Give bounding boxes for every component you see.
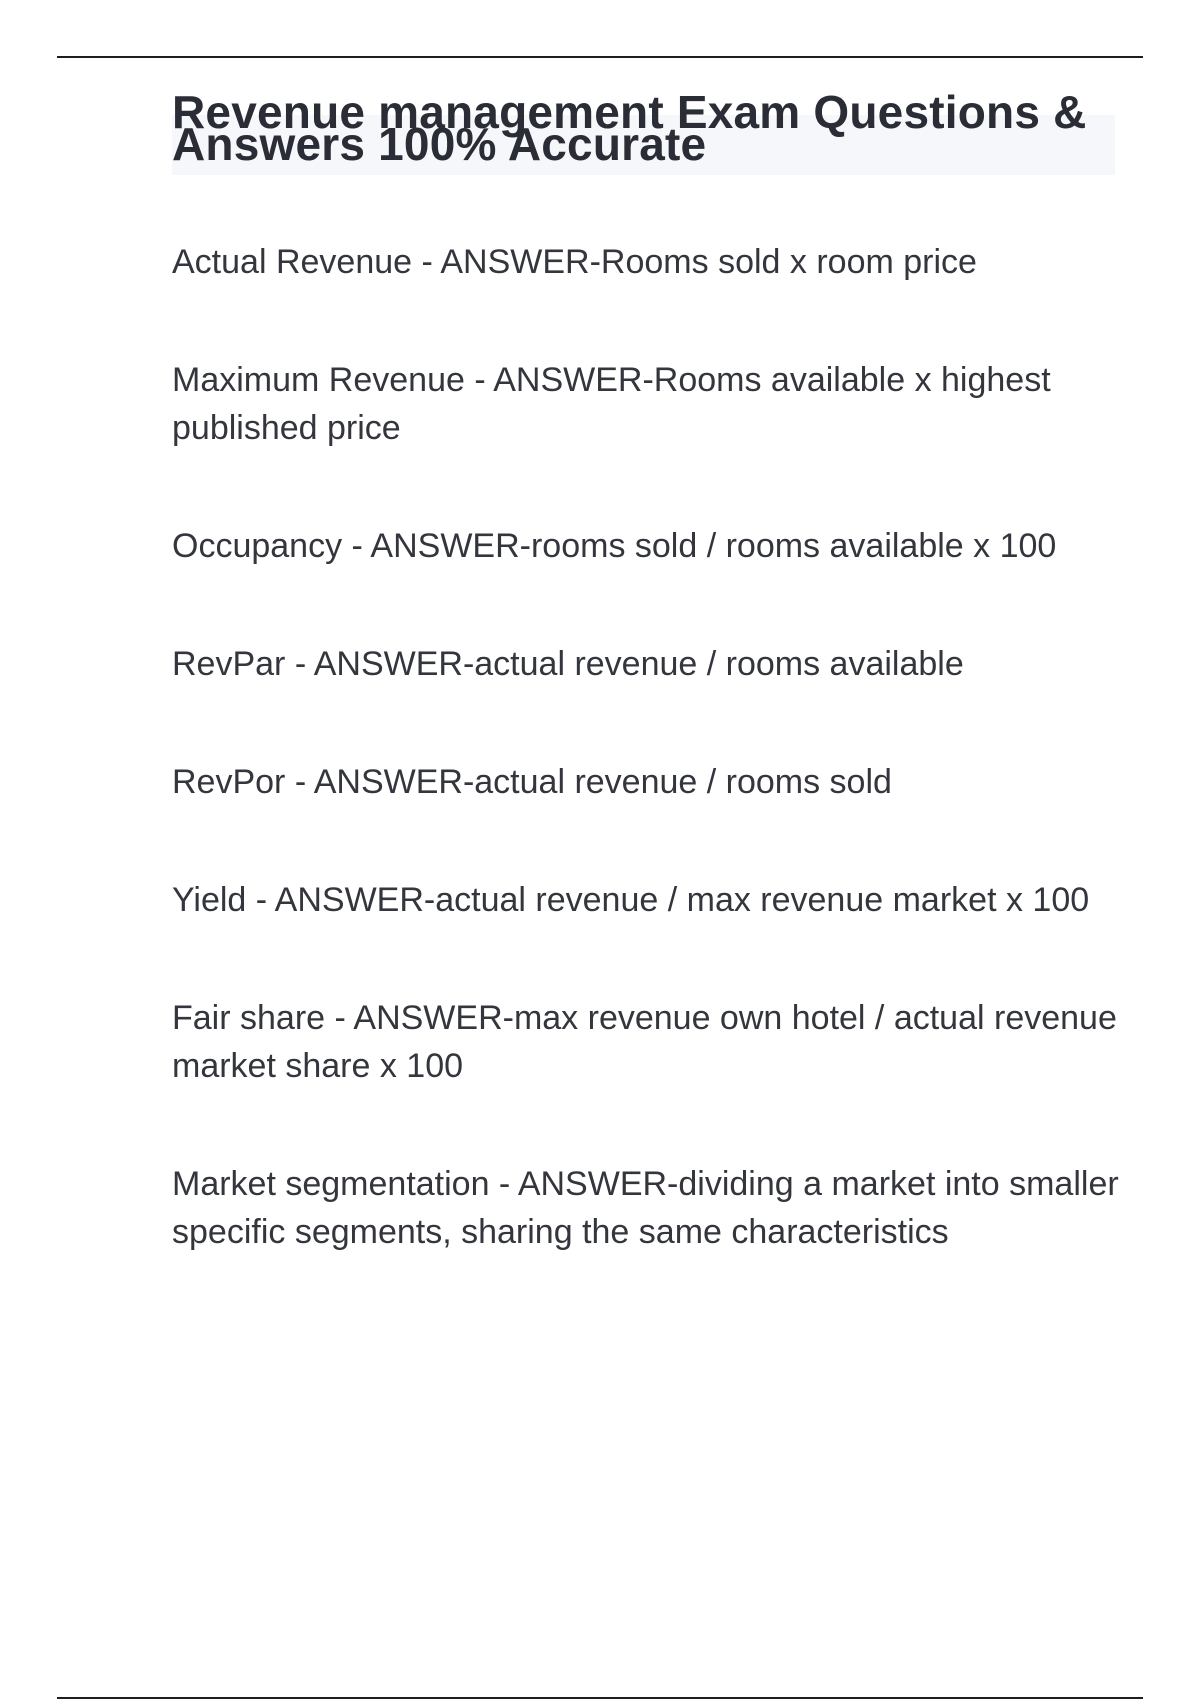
qa-item-fair-share: Fair share - ANSWER-max revenue own hotel / actual revenue market share x 100 xyxy=(172,999,1117,1085)
qa-item-maximum-revenue: Maximum Revenue - ANSWER-Rooms available x highest published price xyxy=(172,361,1051,447)
qa-item-market-segmentation: Market segmentation - ANSWER-dividing a market into smaller specific segments, sharing the same characteristics xyxy=(172,1165,1119,1251)
bottom-rule xyxy=(57,1697,1143,1699)
qa-item-occupancy: Occupancy - ANSWER-rooms sold / rooms available x 100 xyxy=(172,527,1057,565)
qa-item-revpor: RevPor - ANSWER-actual revenue / rooms sold xyxy=(172,763,892,801)
document-title: Revenue management Exam Questions & Answers 100% Accurate xyxy=(172,86,1087,170)
qa-list xyxy=(172,238,1132,1326)
qa-item-yield: Yield - ANSWER-actual revenue / max revenue market x 100 xyxy=(172,881,1090,919)
qa-item-actual-revenue: Actual Revenue - ANSWER-Rooms sold x room price xyxy=(172,243,977,281)
top-rule xyxy=(57,56,1143,58)
qa-item-revpar: RevPar - ANSWER-actual revenue / rooms available xyxy=(172,645,964,683)
